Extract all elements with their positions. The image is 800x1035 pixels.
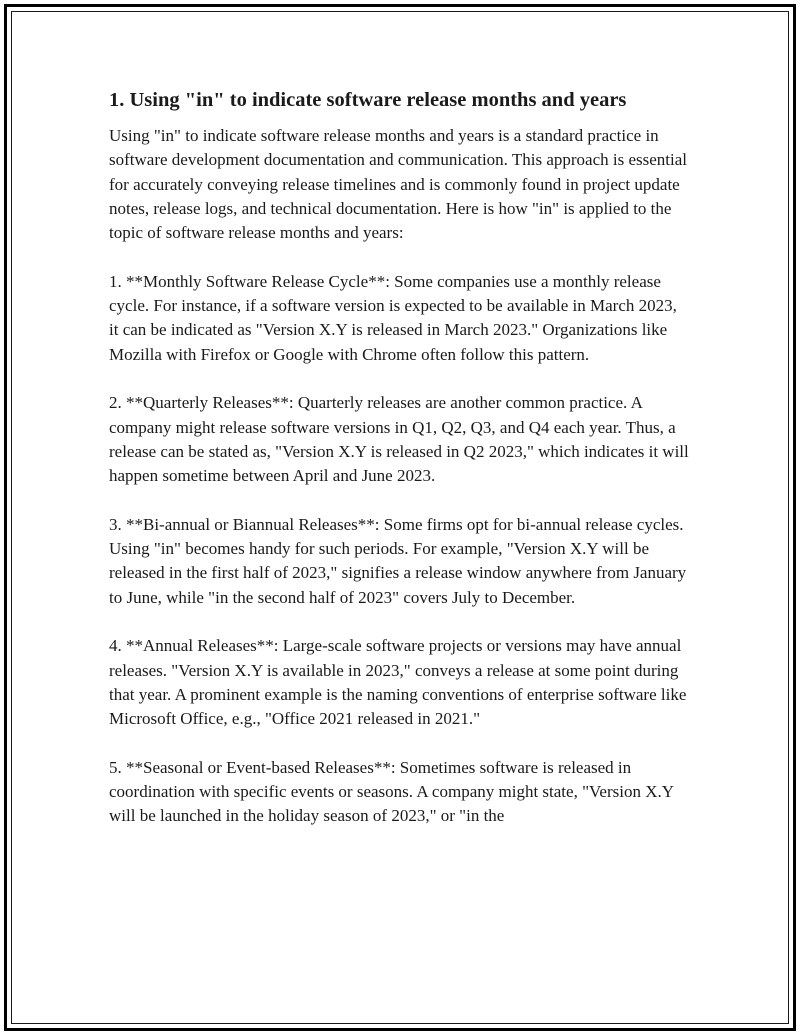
document-title: 1. Using "in" to indicate software release months and years [109,89,627,111]
paragraph-seasonal-releases: 5. **Seasonal or Event-based Releases**: Sometimes software is released in coordination with specific events or seasons. A company might state, "Version X.Y will be launched in the holiday season of 2023," or "in the [109,757,674,826]
paragraph-annual-releases: 4. **Annual Releases**: Large-scale software projects or versions may have annual releases. "Version X.Y is available in 2023," conveys a release at some point during that year. A prominent example is the naming conventions of enterprise software like Microsoft Office, e.g., "Office 2021 released in 2021." [109,636,687,729]
document-body [109,88,689,853]
paragraph-biannual-releases: 3. **Bi-annual or Biannual Releases**: Some firms opt for bi-annual release cycles. Using "in" becomes handy for such periods. For example, "Version X.Y will be released in the first half of 2023," signifies a release window anywhere from January to June, while "in the second half of 2023" covers July to December. [109,514,687,607]
paragraph-monthly-releases: 1. **Monthly Software Release Cycle**: Some companies use a monthly release cycle. For instance, if a software version is expected to be available in March 2023, it can be indicated as "Version X.Y is released in March 2023." Organizations like Mozilla with Firefox or Google with Chrome often follow this pattern. [109,271,677,364]
paragraph-quarterly-releases: 2. **Quarterly Releases**: Quarterly releases are another common practice. A company might release software versions in Q1, Q2, Q3, and Q4 each year. Thus, a release can be stated as, "Version X.Y is released in Q2 2023," which indicates it will happen sometime between April and June 2023. [109,393,689,486]
intro-paragraph: Using "in" to indicate software release months and years is a standard practice in software development documentation and communication. This approach is essential for accurately conveying release timelines and is commonly found in project update notes, release logs, and technical documentation. Here is how "in" is applied to the topic of software release months and years: [109,126,687,243]
